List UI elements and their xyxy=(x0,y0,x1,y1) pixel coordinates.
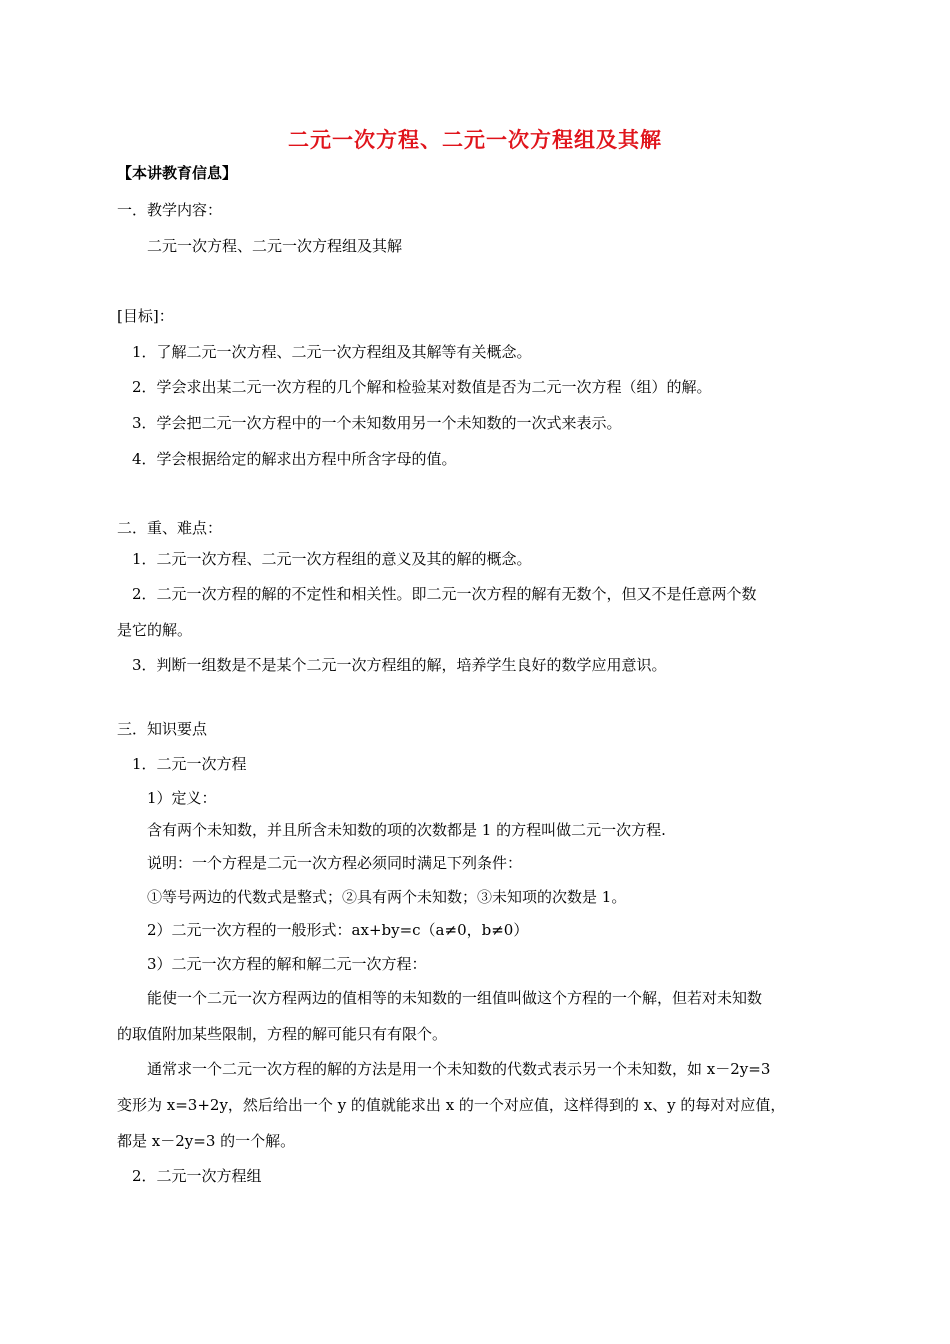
goal-item: 4．学会根据给定的解求出方程中所含字母的值。 xyxy=(132,450,457,468)
paragraph-line: 都是 x－2y=3 的一个解。 xyxy=(117,1132,296,1150)
section1-heading: 一．教学内容： xyxy=(117,201,223,219)
info-header: 【本讲教育信息】 xyxy=(117,164,238,182)
paragraph-line: 的取值附加某些限制，方程的解可能只有有限个。 xyxy=(117,1025,448,1043)
section2-item: 2．二元一次方程的解的不定性和相关性。即二元一次方程的解有无数个，但又不是任意两个数 xyxy=(132,585,757,603)
section1-content: 二元一次方程、二元一次方程组及其解 xyxy=(147,237,403,255)
subsection-heading: 2．二元一次方程组 xyxy=(132,1167,262,1185)
goal-item: 3．学会把二元一次方程中的一个未知数用另一个未知数的一次式来表示。 xyxy=(132,414,622,432)
note-text: 说明：一个方程是二元一次方程必须同时满足下列条件： xyxy=(147,854,523,872)
paragraph-line: 能使一个二元一次方程两边的值相等的未知数的一组值叫做这个方程的一个解，但若对未知数 xyxy=(147,989,763,1007)
section2-heading: 二．重、难点： xyxy=(117,519,223,537)
goal-item: 1．了解二元一次方程、二元一次方程组及其解等有关概念。 xyxy=(132,343,532,361)
section2-item: 1．二元一次方程、二元一次方程组的意义及其的解的概念。 xyxy=(132,550,532,568)
solution-label: 3）二元一次方程的解和解二元一次方程： xyxy=(147,955,427,973)
page-title: 二元一次方程、二元一次方程组及其解 xyxy=(288,128,662,152)
paragraph-line: 通常求一个二元一次方程的解的方法是用一个未知数的代数式表示另一个未知数，如 x－2y=3 xyxy=(147,1060,771,1078)
section2-item: 3．判断一组数是不是某个二元一次方程组的解，培养学生良好的数学应用意识。 xyxy=(132,656,667,674)
general-form-text: 2）二元一次方程的一般形式：ax+by=c（a≠0，b≠0） xyxy=(147,921,529,939)
definition-label: 1）定义： xyxy=(147,789,217,807)
goal-item: 2．学会求出某二元一次方程的几个解和检验某对数值是否为二元一次方程（组）的解。 xyxy=(132,378,712,396)
definition-text: 含有两个未知数，并且所含未知数的项的次数都是 1 的方程叫做二元一次方程. xyxy=(147,821,666,839)
conditions-text: ①等号两边的代数式是整式；②具有两个未知数；③未知项的次数是 1。 xyxy=(147,888,627,906)
section2-item-continued: 是它的解。 xyxy=(117,621,193,639)
subsection-heading: 1．二元一次方程 xyxy=(132,755,247,773)
paragraph-line: 变形为 x=3+2y，然后给出一个 y 的值就能求出 x 的一个对应值，这样得到的 x、y 的每对对应值， xyxy=(117,1096,786,1114)
section3-heading: 三．知识要点 xyxy=(117,720,208,738)
goals-heading: [目标]： xyxy=(117,307,174,325)
